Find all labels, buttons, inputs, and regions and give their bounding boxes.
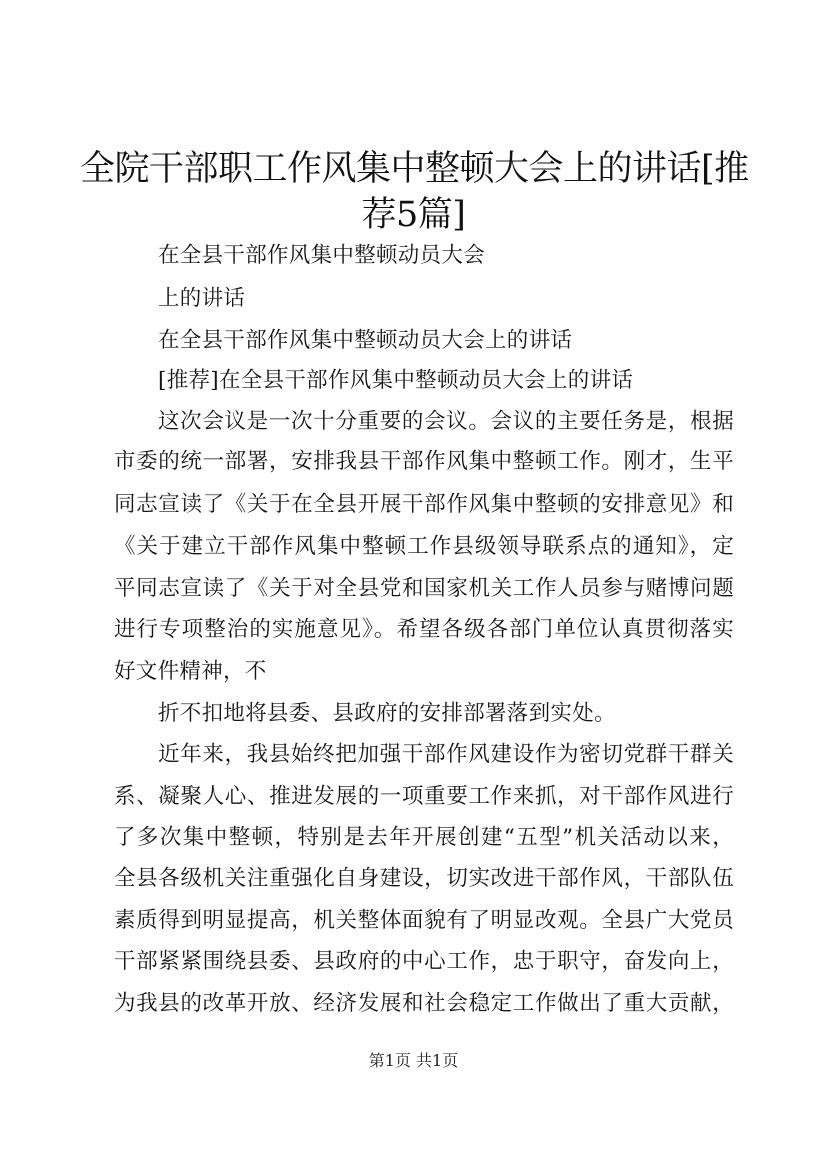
subtitle-line: 在全县干部作风集中整顿动员大会	[158, 243, 486, 268]
paragraph-line: 进行专项整治的实施意见》。希望各级各部门单位认真贯彻落实	[114, 617, 734, 642]
paragraph-line: 这次会议是一次十分重要的会议。会议的主要任务是，根据	[158, 409, 734, 434]
paragraph-line: 近年来，我县始终把加强干部作风建设作为密切党群干群关	[158, 742, 734, 767]
subtitle-line: 上的讲话	[158, 286, 246, 311]
title-line-2: 荐5篇]	[361, 195, 466, 235]
paragraph-line: 同志宣读了《关于在全县开展干部作风集中整顿的安排意见》和	[114, 492, 734, 517]
document-title	[80, 146, 747, 238]
paragraph-line: 好文件精神，不	[114, 659, 267, 684]
subtitle-line: 在全县干部作风集中整顿动员大会上的讲话	[158, 328, 573, 353]
paragraph-line: 系、凝聚人心、推进发展的一项重要工作来抓，对干部作风进行	[114, 784, 734, 809]
paragraph-line: 折不扣地将县委、县政府的安排部署落到实处。	[158, 701, 616, 726]
paragraph-line: 了多次集中整顿，特别是去年开展创建“五型”机关活动以来，	[114, 825, 734, 850]
paragraph-line: 为我县的改革开放、经济发展和社会稳定工作做出了重大贡献，	[114, 991, 734, 1016]
paragraph-line: 市委的统一部署，安排我县干部作风集中整顿工作。刚才，生平	[114, 449, 734, 474]
paragraph-line: 素质得到明显提高，机关整体面貌有了明显改观。全县广大党员	[114, 908, 734, 933]
subtitle-line: [推荐]在全县干部作风集中整顿动员大会上的讲话	[158, 368, 634, 393]
paragraph-line: 干部紧紧围绕县委、县政府的中心工作，忠于职守，奋发向上，	[114, 949, 734, 974]
paragraph-line: 平同志宣读了《关于对全县党和国家机关工作人员参与赌博问题	[114, 576, 734, 601]
paragraph-line: 《关于建立干部作风集中整顿工作县级领导联系点的通知》，定	[114, 534, 734, 559]
page-footer: 第1页 共1页	[368, 1051, 459, 1070]
title-line-1: 全院干部职工作风集中整顿大会上的讲话[推	[80, 149, 749, 189]
paragraph-line: 全县各级机关注重强化自身建设，切实改进干部作风，干部队伍	[114, 866, 734, 891]
